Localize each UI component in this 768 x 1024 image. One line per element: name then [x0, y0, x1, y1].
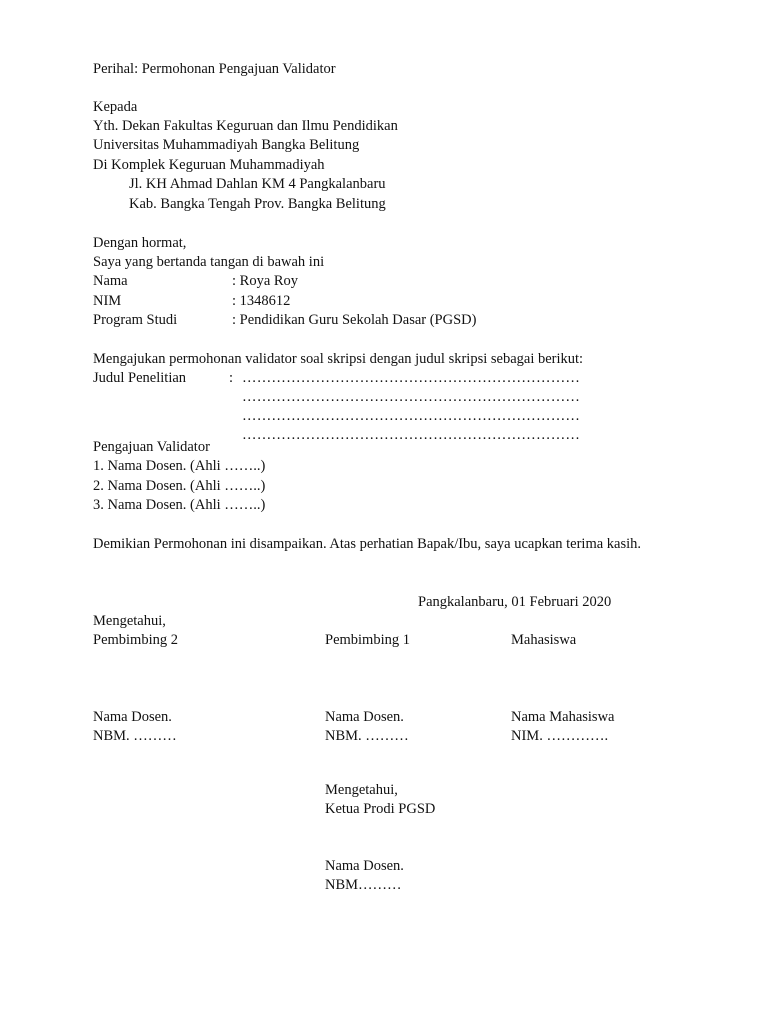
identity-nim-value: : 1348612	[232, 293, 291, 309]
research-title-dots-1: ……………………………………………………………	[242, 370, 581, 386]
research-title-dots-2: ……………………………………………………………	[242, 389, 581, 405]
validator-item-3: 3. Nama Dosen. (Ahli ……..)	[93, 497, 266, 513]
place-date: Pangkalanbaru, 01 Februari 2020	[418, 594, 612, 610]
mengetahui-label: Mengetahui,	[93, 613, 166, 629]
pembimbing2-role: Pembimbing 2	[93, 632, 178, 648]
greeting: Dengan hormat,	[93, 235, 187, 251]
identity-nim-label: NIM	[93, 293, 122, 309]
research-title-label: Judul Penelitian	[93, 370, 187, 386]
kaprodi-id: NBM………	[325, 877, 402, 893]
identity-name-label: Nama	[93, 273, 128, 289]
mahasiswa-name: Nama Mahasiswa	[511, 709, 615, 725]
closing-paragraph: Demikian Permohonan ini disampaikan. Atas perhatian Bapak/Ibu, saya ucapkan terima kasih.	[93, 536, 642, 552]
pembimbing1-name: Nama Dosen.	[325, 709, 404, 725]
subject-line	[93, 60, 336, 78]
research-title-colon: :	[229, 370, 234, 386]
research-title-dots-3: ……………………………………………………………	[242, 408, 581, 424]
kaprodi-role: Ketua Prodi PGSD	[325, 801, 436, 817]
validators-heading: Pengajuan Validator	[93, 439, 210, 455]
mahasiswa-role: Mahasiswa	[511, 632, 577, 648]
recipient-kepada: Kepada	[93, 99, 138, 115]
recipient-line1: Yth. Dekan Fakultas Keguruan dan Ilmu Pendidikan	[93, 118, 398, 134]
recipient-line3: Di Komplek Keguruan Muhammadiyah	[93, 157, 325, 173]
pembimbing1-id: NBM. ………	[325, 728, 409, 744]
mahasiswa-id: NIM. ………….	[511, 728, 609, 744]
subject-label: Perihal:	[93, 61, 139, 77]
identity-name-value: : Roya Roy	[232, 273, 299, 289]
kaprodi-mengetahui: Mengetahui,	[325, 782, 398, 798]
validator-item-2: 2. Nama Dosen. (Ahli ……..)	[93, 478, 266, 494]
subject-text: Permohonan Pengajuan Validator	[141, 61, 336, 77]
identity-program-label: Program Studi	[93, 312, 178, 328]
pembimbing1-role: Pembimbing 1	[325, 632, 410, 648]
kaprodi-name: Nama Dosen.	[325, 858, 404, 874]
request-sentence: Mengajukan permohonan validator soal skripsi dengan judul skripsi sebagai berikut:	[93, 351, 584, 367]
intro-sentence: Saya yang bertanda tangan di bawah ini	[93, 254, 325, 270]
recipient-address1: Jl. KH Ahmad Dahlan KM 4 Pangkalanbaru	[129, 176, 386, 192]
research-title-dots-4: ……………………………………………………………	[242, 427, 581, 443]
recipient-line2: Universitas Muhammadiyah Bangka Belitung	[93, 137, 360, 153]
pembimbing2-name: Nama Dosen.	[93, 709, 172, 725]
pembimbing2-id: NBM. ………	[93, 728, 177, 744]
validator-item-1: 1. Nama Dosen. (Ahli ……..)	[93, 458, 266, 474]
identity-program-value: : Pendidikan Guru Sekolah Dasar (PGSD)	[232, 312, 477, 328]
recipient-address2: Kab. Bangka Tengah Prov. Bangka Belitung	[129, 196, 386, 212]
